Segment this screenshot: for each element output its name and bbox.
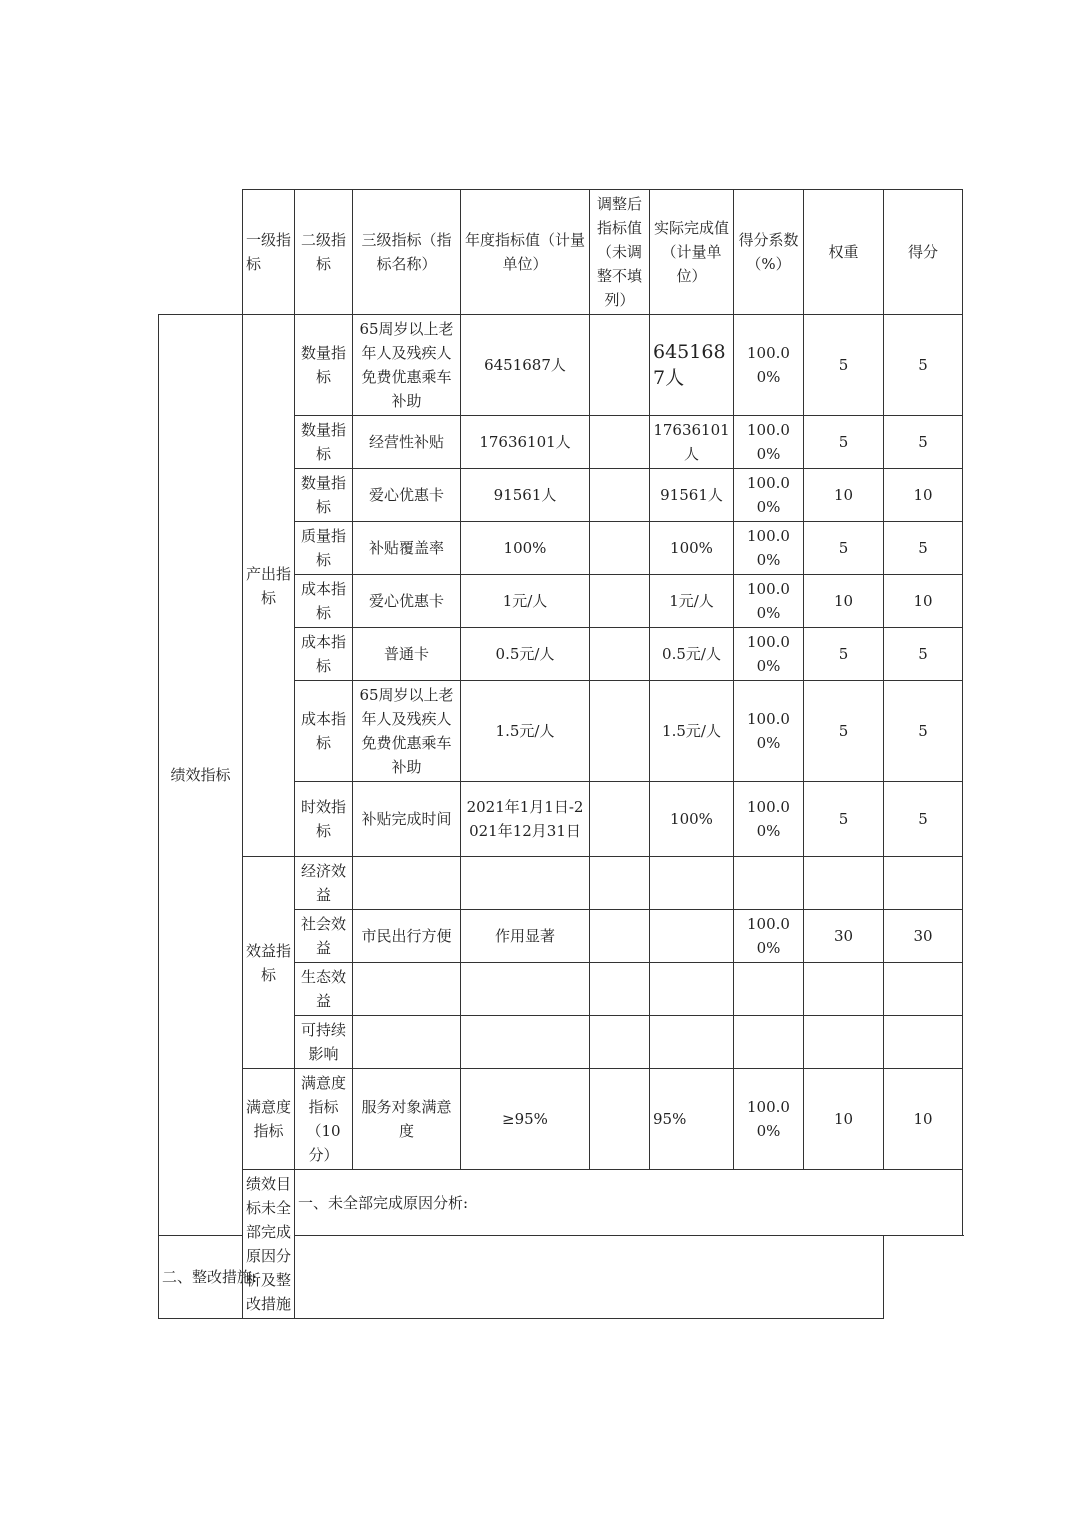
weight-cell [804,857,884,910]
adjusted-cell [590,469,650,522]
annual-cell: 0.5元/人 [461,628,590,681]
adjusted-cell [590,1069,650,1170]
footer-row [159,1170,963,1236]
adjusted-cell [590,522,650,575]
coef-cell: 100.00% [734,315,804,416]
level3-cell: 补贴完成时间 [353,782,461,857]
weight-cell: 10 [804,575,884,628]
coef-cell [734,857,804,910]
score-cell: 5 [884,628,963,681]
adjusted-cell [590,628,650,681]
annual-cell: 100% [461,522,590,575]
level3-cell: 65周岁以上老年人及残疾人免费优惠乘车补助 [353,681,461,782]
level2-cell: 质量指标 [295,522,353,575]
actual-cell: 100% [650,522,734,575]
adjusted-cell [590,315,650,416]
coef-cell [734,1016,804,1069]
adjusted-cell [590,1016,650,1069]
score-cell: 5 [884,416,963,469]
weight-cell: 30 [804,910,884,963]
level2-cell: 成本指标 [295,575,353,628]
header-annual-value: 年度指标值（计量单位） [461,190,590,315]
actual-cell: 1.5元/人 [650,681,734,782]
adjusted-cell [590,782,650,857]
actual-cell [650,910,734,963]
header-level1: 一级指标 [243,190,295,315]
level3-cell: 服务对象满意度 [353,1069,461,1170]
level2-cell: 经济效益 [295,857,353,910]
annual-cell: ≥95% [461,1069,590,1170]
score-cell: 5 [884,782,963,857]
level3-cell: 普通卡 [353,628,461,681]
weight-cell: 5 [804,628,884,681]
level3-cell: 爱心优惠卡 [353,575,461,628]
rectification-measures: 二、整改措施: [159,1236,884,1319]
header-adjusted-value: 调整后指标值（未调整不填列） [590,190,650,315]
coef-cell: 100.00% [734,469,804,522]
coef-cell: 100.00% [734,522,804,575]
coef-cell: 100.00% [734,416,804,469]
annual-cell: 1.5元/人 [461,681,590,782]
weight-cell: 5 [804,315,884,416]
header-actual-value: 实际完成值（计量单位） [650,190,734,315]
level3-cell: 补贴覆盖率 [353,522,461,575]
level2-cell: 成本指标 [295,628,353,681]
score-cell: 5 [884,681,963,782]
footer-title: 绩效目标未全部完成原因分析及整改措施 [243,1170,295,1319]
level3-cell: 市民出行方便 [353,910,461,963]
table-row [159,315,963,416]
table-row [159,1069,963,1170]
header-score: 得分 [884,190,963,315]
level3-cell: 爱心优惠卡 [353,469,461,522]
adjusted-cell [590,857,650,910]
weight-cell: 10 [804,469,884,522]
actual-cell: 100% [650,782,734,857]
score-cell: 30 [884,910,963,963]
coef-cell [734,963,804,1016]
score-cell [884,963,963,1016]
annual-cell [461,857,590,910]
weight-cell [804,963,884,1016]
coef-cell: 100.00% [734,910,804,963]
weight-cell: 5 [804,681,884,782]
adjusted-cell [590,681,650,782]
weight-cell: 5 [804,416,884,469]
level3-cell: 65周岁以上老年人及残疾人免费优惠乘车补助 [353,315,461,416]
coef-cell: 100.00% [734,628,804,681]
annual-cell: 91561人 [461,469,590,522]
coef-cell: 100.00% [734,1069,804,1170]
actual-cell: 91561人 [650,469,734,522]
adjusted-cell [590,910,650,963]
annual-cell [461,1016,590,1069]
actual-cell [650,857,734,910]
score-cell: 10 [884,575,963,628]
header-row [159,190,963,315]
score-cell [884,857,963,910]
actual-cell: 95% [650,1069,734,1170]
coef-cell: 100.00% [734,681,804,782]
weight-cell: 5 [804,522,884,575]
score-cell: 10 [884,469,963,522]
actual-cell: 1元/人 [650,575,734,628]
section-title: 绩效指标 [159,315,243,1236]
actual-cell [650,963,734,1016]
coef-cell: 100.00% [734,782,804,857]
weight-cell: 10 [804,1069,884,1170]
header-blank [159,190,243,315]
weight-cell: 5 [804,782,884,857]
group-satisfaction: 满意度指标 [243,1069,295,1170]
header-level3: 三级指标（指标名称） [353,190,461,315]
table-row [159,857,963,910]
actual-cell: 6451687人 [650,315,734,416]
score-cell: 10 [884,1069,963,1170]
coef-cell: 100.00% [734,575,804,628]
group-benefit: 效益指标 [243,857,295,1069]
actual-cell: 17636101人 [650,416,734,469]
adjusted-cell [590,963,650,1016]
level2-cell: 成本指标 [295,681,353,782]
actual-cell [650,1016,734,1069]
level3-cell [353,963,461,1016]
reason-analysis: 一、未全部完成原因分析: [295,1170,963,1236]
level3-cell [353,857,461,910]
header-score-coef: 得分系数（%） [734,190,804,315]
header-level2: 二级指标 [295,190,353,315]
actual-cell: 0.5元/人 [650,628,734,681]
adjusted-cell [590,575,650,628]
performance-table [158,189,963,1319]
level2-cell: 可持续影响 [295,1016,353,1069]
weight-cell [804,1016,884,1069]
annual-cell: 作用显著 [461,910,590,963]
level2-cell: 社会效益 [295,910,353,963]
header-weight: 权重 [804,190,884,315]
level2-cell: 满意度指标（10分） [295,1069,353,1170]
adjusted-cell [590,416,650,469]
score-cell: 5 [884,315,963,416]
annual-cell: 2021年1月1日-2021年12月31日 [461,782,590,857]
level3-cell: 经营性补贴 [353,416,461,469]
level2-cell: 生态效益 [295,963,353,1016]
level2-cell: 时效指标 [295,782,353,857]
annual-cell [461,963,590,1016]
level2-cell: 数量指标 [295,315,353,416]
annual-cell: 6451687人 [461,315,590,416]
level2-cell: 数量指标 [295,416,353,469]
annual-cell: 17636101人 [461,416,590,469]
annual-cell: 1元/人 [461,575,590,628]
score-cell: 5 [884,522,963,575]
level3-cell [353,1016,461,1069]
level2-cell: 数量指标 [295,469,353,522]
score-cell [884,1016,963,1069]
group-output: 产出指标 [243,315,295,857]
